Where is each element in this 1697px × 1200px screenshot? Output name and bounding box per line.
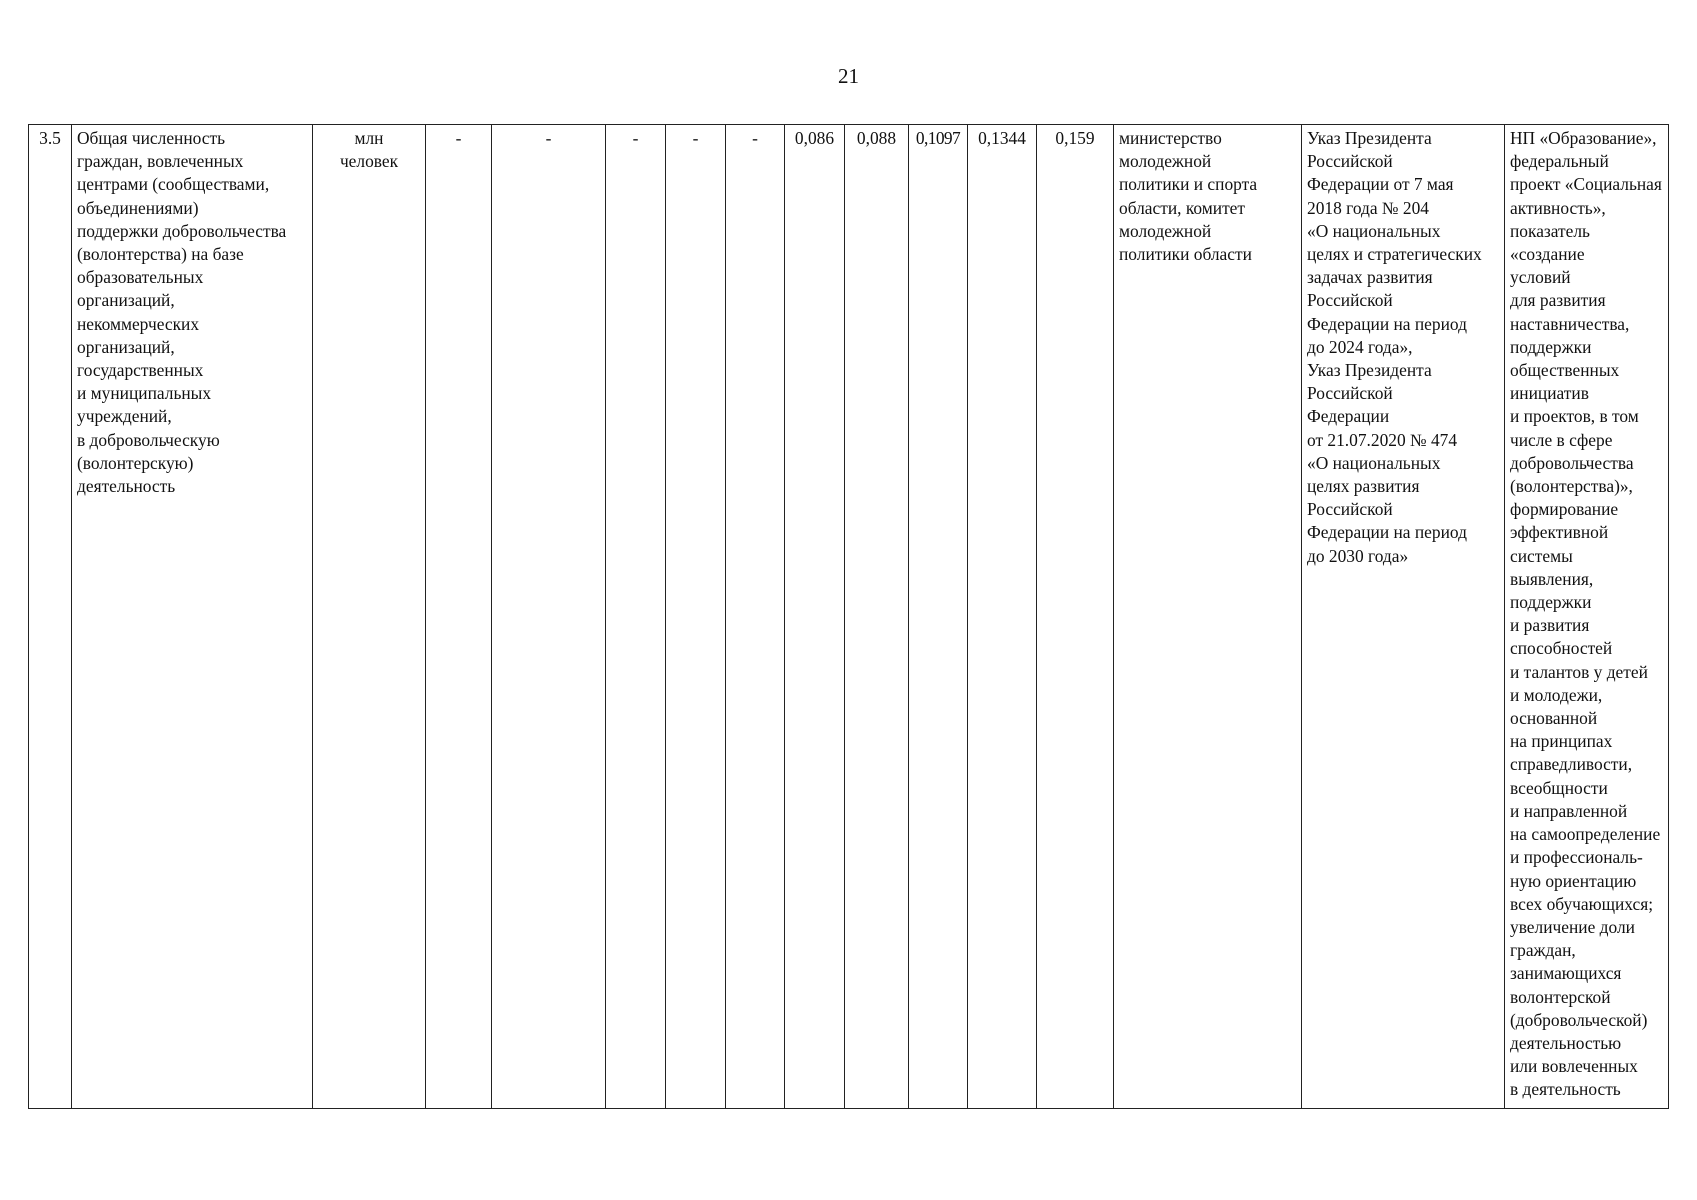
value-cell: - [426,125,492,1109]
page-number: 21 [838,64,859,88]
value-cell: - [492,125,606,1109]
unit-cell: млн человек [313,125,426,1109]
indicator-name-cell: Общая численность граждан, вовлеченных центрами (сообществами, объединениями) поддержки добровольчества (волонтерства) на базе образовательных организаций, некоммерческих организаций, государственных и муниципальных учреждений, в добровольческую (волонтерскую) деятельность [72,125,313,1109]
indicators-table [28,124,1669,1109]
value-cell: 0,159 [1037,125,1114,1109]
responsible-cell: министерство молодежной политики и спорта области, комитет молодежной политики области [1114,125,1302,1109]
link-cell: НП «Образование», федеральный проект «Социальная активность», показатель «создание условий для развития наставничества, поддержки общественных инициатив и проектов, в том числе в сфере добровольчества (волонтерства)», формирование эффективной системы выявления, поддержки и развития способностей и талантов у детей и молодежи, основанной на принципах справедливости, всеобщности и направленной на самоопределение и профессиональ- ную ориентацию всех обучающихся; увеличение доли граждан, занимающихся волонтерской (добровольческой) деятельностью или вовлеченных в деятельность [1505,125,1669,1109]
table-row [29,125,1669,1109]
value-cell: 0,1344 [968,125,1037,1109]
value-cell: - [606,125,666,1109]
value-cell: 0,1097 [909,125,968,1109]
value-cell: 0,088 [845,125,909,1109]
value-cell: - [666,125,726,1109]
legal-basis-cell: Указ Президента Российской Федерации от 7 мая 2018 года № 204 «О национальных целях и стратегических задачах развития Российской Федерации на период до 2024 года», Указ Президента Российской Федерации от 21.07.2020 № 474 «О национальных целях развития Российской Федерации на период до 2030 года» [1302,125,1505,1109]
row-number-cell: 3.5 [29,125,72,1109]
value-cell: - [726,125,785,1109]
value-cell: 0,086 [785,125,845,1109]
